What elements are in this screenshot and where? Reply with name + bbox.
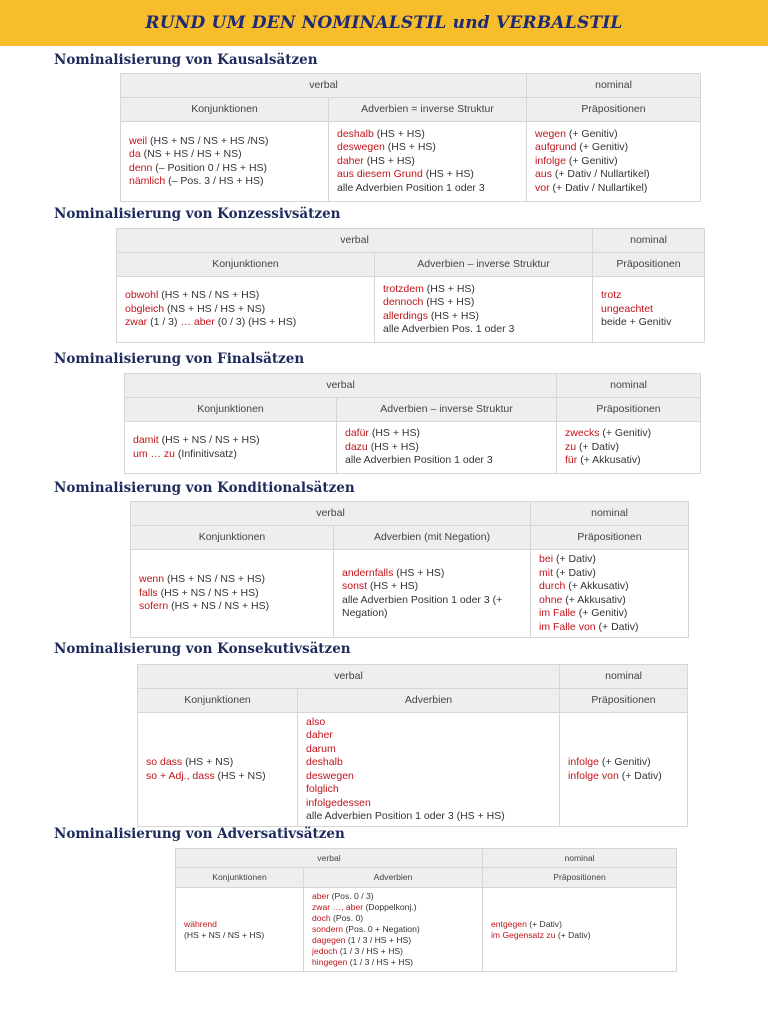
keyword-detail: (+ Dativ) xyxy=(618,769,662,782)
cell-line xyxy=(133,434,328,448)
table-final xyxy=(124,373,701,474)
keyword: für xyxy=(565,454,578,467)
cell-konjunktionen xyxy=(131,550,334,638)
cell-line xyxy=(345,427,548,441)
keyword: trotz xyxy=(601,289,622,302)
col-header-adverbien: Adverbien xyxy=(298,689,560,713)
cell-line xyxy=(139,587,325,601)
keyword: durch xyxy=(539,580,566,592)
keyword: so + Adj., dass xyxy=(146,769,215,782)
cell-line xyxy=(312,891,474,902)
keyword: vor xyxy=(535,181,550,194)
keyword: infolge von xyxy=(568,769,619,782)
keyword-detail: (Doppelkonj.) xyxy=(363,902,417,912)
keyword-detail: (HS + NS / NS + HS) xyxy=(184,929,265,940)
cell-line xyxy=(125,303,366,317)
cell-konjunktionen xyxy=(121,122,329,202)
keyword: folglich xyxy=(306,783,339,795)
keyword-detail: (1 / 3 / HS + HS) xyxy=(345,935,412,945)
keyword-detail: (+ Dativ) xyxy=(576,440,619,453)
keyword: dagegen xyxy=(312,935,346,945)
header-banner xyxy=(0,0,768,46)
col-header-konjunktionen: Konjunktionen xyxy=(117,253,375,277)
keyword: mit xyxy=(539,566,554,579)
table-kausal xyxy=(120,73,701,202)
table-konsekutiv xyxy=(137,664,688,827)
col-header-praepositionen: Präpositionen xyxy=(527,98,701,122)
keyword-detail: (HS + NS / NS + HS) xyxy=(157,586,259,599)
cell-line xyxy=(601,316,696,330)
keyword-detail: (+ Genitiv) xyxy=(598,756,651,768)
cell-line xyxy=(129,175,320,189)
keyword-detail: (HS + HS) xyxy=(367,440,419,453)
keyword-detail: (+ Akkusativ) xyxy=(562,593,626,606)
cell-line xyxy=(306,783,551,797)
col-header-konjunktionen: Konjunktionen xyxy=(138,689,298,713)
keyword: infolge xyxy=(535,154,566,167)
keyword: … aber xyxy=(180,316,215,329)
cell-line xyxy=(539,580,680,594)
keyword-detail: (HS + HS) xyxy=(367,580,419,592)
cell-line xyxy=(568,770,679,784)
keyword: aber xyxy=(312,891,330,901)
cell-line xyxy=(535,182,692,196)
cell-line xyxy=(306,770,551,784)
keyword-detail: (HS + HS) xyxy=(423,282,475,295)
keyword: aus diesem Grund xyxy=(337,168,423,181)
keyword-detail: alle Adverbien Position 1 oder 3 (+ Negation) xyxy=(342,593,503,619)
cell-line xyxy=(306,797,551,811)
keyword-detail: (HS + NS) xyxy=(214,769,266,782)
cell-line xyxy=(129,148,320,162)
cell-line xyxy=(312,913,474,924)
cell-line xyxy=(539,594,680,608)
cell-line xyxy=(535,141,692,155)
keyword: infolge xyxy=(568,756,599,768)
col-header-konjunktionen: Konjunktionen xyxy=(176,868,304,888)
cell-line xyxy=(312,902,474,913)
keyword: andernfalls xyxy=(342,566,394,579)
keyword-detail: (NS + HS / HS + NS) xyxy=(164,302,266,315)
cell-line xyxy=(342,567,522,581)
cell-line xyxy=(337,128,518,142)
cell-adverbien xyxy=(375,277,593,343)
keyword-detail: (+ Genitiv) xyxy=(576,141,629,154)
cell-praepositionen xyxy=(531,550,689,638)
keyword: da xyxy=(129,148,141,160)
keyword-detail: (+ Dativ) xyxy=(555,929,591,940)
cell-praepositionen xyxy=(483,888,677,972)
keyword-detail: (+ Dativ) xyxy=(526,918,562,929)
keyword-detail: (HS + HS) xyxy=(363,154,415,167)
keyword-detail: (Pos. 0 + Negation) xyxy=(343,924,420,934)
cell-praepositionen xyxy=(557,422,701,474)
keyword: damit xyxy=(133,434,159,446)
cell-line xyxy=(539,607,680,621)
col-header-adverbien: Adverbien = inverse Struktur xyxy=(329,98,527,122)
keyword: doch xyxy=(312,913,331,923)
keyword-detail: (HS + NS / NS + HS) xyxy=(168,600,270,613)
keyword-detail: alle Adverbien Position 1 oder 3 (HS + HS) xyxy=(306,810,505,822)
cell-line xyxy=(568,756,679,770)
section-title-final: Nominalisierung von Finalsätzen xyxy=(54,351,305,367)
keyword: deswegen xyxy=(337,141,385,154)
keyword-detail: (+ Dativ) xyxy=(553,566,596,579)
table-konzessiv xyxy=(116,228,705,343)
cell-line xyxy=(306,810,551,824)
cell-line xyxy=(129,135,320,149)
cell-line xyxy=(491,919,668,930)
keyword-detail: (HS + HS) xyxy=(423,296,475,308)
cell-line xyxy=(312,924,474,935)
keyword: obgleich xyxy=(125,302,165,315)
cell-line xyxy=(312,935,474,946)
keyword-detail: (HS + NS / NS + HS /NS) xyxy=(147,134,269,147)
keyword: hingegen xyxy=(312,957,348,967)
keyword-detail: (HS + NS) xyxy=(182,756,234,768)
keyword-detail: (+ Dativ) xyxy=(553,553,596,565)
keyword: sonst xyxy=(342,580,368,592)
keyword: entgegen xyxy=(491,918,527,929)
keyword-detail: (+ Genitiv) xyxy=(565,127,618,140)
keyword: zwar xyxy=(125,316,148,329)
cell-adverbien xyxy=(337,422,557,474)
col-header-konjunktionen: Konjunktionen xyxy=(121,98,329,122)
cell-line xyxy=(539,553,680,567)
keyword-detail: (HS + HS) xyxy=(368,427,420,440)
table-konditional xyxy=(130,501,689,638)
keyword: um … zu xyxy=(133,447,176,460)
keyword-detail: (NS + HS / HS + NS) xyxy=(140,148,242,160)
cell-line xyxy=(146,770,289,784)
keyword: dafür xyxy=(345,427,369,440)
table-adversativ xyxy=(175,848,677,972)
cell-line xyxy=(306,756,551,770)
col-header-praepositionen: Präpositionen xyxy=(560,689,688,713)
cell-line xyxy=(491,930,668,941)
keyword-detail: (HS + HS) xyxy=(427,309,480,322)
keyword-detail: alle Adverbien Pos. 1 oder 3 xyxy=(383,323,515,335)
cell-line xyxy=(601,289,696,303)
cell-line xyxy=(539,621,680,635)
keyword-detail: (+ Dativ / Nullartikel) xyxy=(549,181,648,194)
nominal-header: nominal xyxy=(557,374,701,398)
keyword-detail: (1 / 3 / HS + HS) xyxy=(337,946,403,956)
col-header-adverbien: Adverbien xyxy=(304,868,483,888)
keyword: dazu xyxy=(345,440,368,453)
keyword-detail: (1 / 3) xyxy=(147,316,181,329)
keyword: deshalb xyxy=(337,127,374,140)
keyword: jedoch xyxy=(312,946,338,956)
verbal-header: verbal xyxy=(176,849,483,868)
section-title-konzessiv: Nominalisierung von Konzessivsätzen xyxy=(54,206,341,222)
keyword: sondern xyxy=(312,924,344,934)
cell-line xyxy=(146,756,289,770)
cell-line xyxy=(133,448,328,462)
keyword: falls xyxy=(139,586,158,599)
cell-line xyxy=(139,600,325,614)
cell-line xyxy=(383,310,584,324)
cell-line xyxy=(535,155,692,169)
keyword-detail: (+ Genitiv) xyxy=(599,427,652,440)
keyword: nämlich xyxy=(129,175,166,187)
keyword: im Falle von xyxy=(539,620,596,633)
keyword-detail: (0 / 3) (HS + HS) xyxy=(214,316,297,329)
keyword: aus xyxy=(535,168,552,181)
keyword: also xyxy=(306,715,326,728)
keyword: weil xyxy=(129,134,148,147)
col-header-praepositionen: Präpositionen xyxy=(593,253,705,277)
keyword-detail: (HS + HS) xyxy=(373,127,425,140)
col-header-konjunktionen: Konjunktionen xyxy=(125,398,337,422)
keyword: zwecks xyxy=(565,427,600,440)
cell-line xyxy=(342,594,522,621)
verbal-header: verbal xyxy=(125,374,557,398)
keyword-detail: (+ Genitiv) xyxy=(565,154,618,167)
keyword-detail: (Pos. 0) xyxy=(330,913,364,923)
cell-adverbien xyxy=(298,713,560,827)
keyword-detail: (+ Genitiv) xyxy=(575,607,628,619)
cell-line xyxy=(345,454,548,468)
cell-line xyxy=(601,303,696,317)
keyword: wegen xyxy=(535,127,566,140)
cell-line xyxy=(383,323,584,337)
keyword: deswegen xyxy=(306,769,354,782)
section-title-konsekutiv: Nominalisierung von Konsekutivsätzen xyxy=(54,641,351,657)
cell-konjunktionen xyxy=(117,277,375,343)
col-header-praepositionen: Präpositionen xyxy=(483,868,677,888)
cell-line xyxy=(383,296,584,310)
keyword-detail: (HS + NS / NS + HS) xyxy=(158,434,260,446)
nominal-header: nominal xyxy=(483,849,677,868)
cell-line xyxy=(565,427,692,441)
cell-line xyxy=(337,182,518,196)
keyword-detail: (Pos. 0 / 3) xyxy=(329,891,374,901)
page-title: RUND UM DEN NOMINALSTIL und VERBALSTIL xyxy=(145,13,623,33)
cell-line xyxy=(312,957,474,968)
col-header-adverbien: Adverbien (mit Negation) xyxy=(334,526,531,550)
keyword: zu xyxy=(565,440,577,453)
cell-line xyxy=(125,316,366,330)
cell-line xyxy=(565,441,692,455)
nominal-header: nominal xyxy=(560,665,688,689)
cell-line xyxy=(565,454,692,468)
keyword: daher xyxy=(337,154,364,167)
keyword-detail: (1 / 3 / HS + HS) xyxy=(347,957,414,967)
cell-line xyxy=(129,162,320,176)
keyword: ohne xyxy=(539,593,563,606)
cell-praepositionen xyxy=(593,277,705,343)
cell-line xyxy=(337,155,518,169)
cell-praepositionen xyxy=(560,713,688,827)
cell-line xyxy=(337,168,518,182)
cell-line xyxy=(539,567,680,581)
nominal-header: nominal xyxy=(527,74,701,98)
cell-praepositionen xyxy=(527,122,701,202)
cell-konjunktionen xyxy=(138,713,298,827)
keyword-detail: (HS + NS / NS + HS) xyxy=(158,289,260,302)
cell-line xyxy=(345,441,548,455)
cell-konjunktionen xyxy=(125,422,337,474)
keyword-detail: (HS + HS) xyxy=(393,566,445,579)
cell-konjunktionen xyxy=(176,888,304,972)
keyword-detail: beide + Genitiv xyxy=(601,316,672,329)
cell-line xyxy=(383,283,584,297)
keyword: zwar …, aber xyxy=(312,902,364,912)
keyword-detail: (Infinitivsatz) xyxy=(175,447,237,460)
col-header-praepositionen: Präpositionen xyxy=(557,398,701,422)
keyword: bei xyxy=(539,553,554,565)
keyword-detail: (+ Dativ / Nullartikel) xyxy=(551,168,650,181)
keyword: ungeachtet xyxy=(601,302,653,315)
cell-line xyxy=(342,580,522,594)
keyword-detail: (– Pos. 3 / HS + HS) xyxy=(165,175,264,187)
section-title-konditional: Nominalisierung von Konditionalsätzen xyxy=(54,480,355,496)
keyword-detail: (– Position 0 / HS + HS) xyxy=(152,161,268,174)
keyword: dennoch xyxy=(383,296,424,308)
nominal-header: nominal xyxy=(531,502,689,526)
keyword: deshalb xyxy=(306,756,343,768)
keyword: so dass xyxy=(146,756,183,768)
keyword: allerdings xyxy=(383,309,428,322)
cell-adverbien xyxy=(329,122,527,202)
cell-line xyxy=(535,168,692,182)
cell-line xyxy=(535,128,692,142)
cell-adverbien xyxy=(334,550,531,638)
cell-adverbien xyxy=(304,888,483,972)
keyword: im Falle xyxy=(539,607,576,619)
keyword-detail: alle Adverbien Position 1 oder 3 xyxy=(345,454,493,467)
keyword: denn xyxy=(129,161,153,174)
keyword-detail: (+ Akkusativ) xyxy=(565,580,629,592)
keyword-detail: (HS + HS) xyxy=(422,168,474,181)
keyword: darum xyxy=(306,742,336,755)
cell-line xyxy=(337,141,518,155)
col-header-adverbien: Adverbien – inverse Struktur xyxy=(337,398,557,422)
keyword: aufgrund xyxy=(535,141,577,154)
cell-line xyxy=(306,716,551,730)
keyword-detail: alle Adverbien Position 1 oder 3 xyxy=(337,181,485,194)
section-title-adversativ: Nominalisierung von Adversativsätzen xyxy=(54,826,345,842)
keyword: im Gegensatz zu xyxy=(491,929,556,940)
cell-line xyxy=(125,289,366,303)
keyword: während xyxy=(184,918,217,929)
keyword: trotzdem xyxy=(383,282,424,295)
verbal-header: verbal xyxy=(131,502,531,526)
keyword: infolgedessen xyxy=(306,796,371,809)
verbal-header: verbal xyxy=(121,74,527,98)
keyword: wenn xyxy=(139,573,165,586)
keyword-detail: (HS + NS / NS + HS) xyxy=(164,573,266,586)
cell-line xyxy=(184,930,295,941)
keyword-detail: (+ Dativ) xyxy=(595,620,639,633)
col-header-praepositionen: Präpositionen xyxy=(531,526,689,550)
keyword-detail: (HS + HS) xyxy=(384,141,436,154)
verbal-header: verbal xyxy=(138,665,560,689)
col-header-konjunktionen: Konjunktionen xyxy=(131,526,334,550)
col-header-adverbien: Adverbien – inverse Struktur xyxy=(375,253,593,277)
cell-line xyxy=(306,743,551,757)
keyword: daher xyxy=(306,729,333,741)
keyword-detail: (+ Akkusativ) xyxy=(577,454,641,467)
cell-line xyxy=(184,919,295,930)
nominal-header: nominal xyxy=(593,229,705,253)
section-title-kausal: Nominalisierung von Kausalsätzen xyxy=(54,52,318,68)
cell-line xyxy=(139,573,325,587)
cell-line xyxy=(306,729,551,743)
verbal-header: verbal xyxy=(117,229,593,253)
keyword: sofern xyxy=(139,600,169,613)
cell-line xyxy=(312,946,474,957)
keyword: obwohl xyxy=(125,289,159,302)
